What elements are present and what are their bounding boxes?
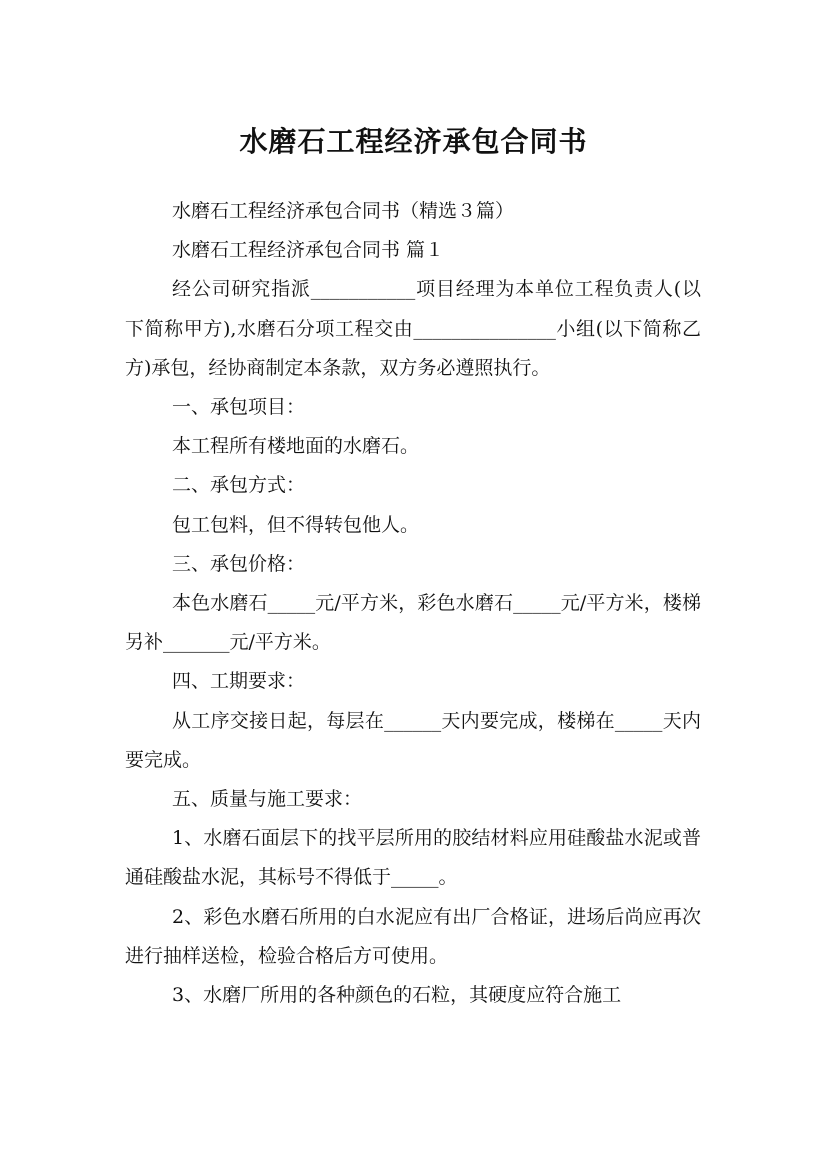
paragraph-scope: 本工程所有楼地面的水磨石。 — [172, 435, 420, 458]
paragraph-heading-price: 三、承包价格： — [172, 552, 306, 575]
paragraph-heading-quality: 五、质量与施工要求： — [172, 788, 363, 811]
paragraph-heading-scope: 一、承包项目： — [172, 396, 306, 419]
paragraph-section-heading: 水磨石工程经济承包合同书 篇１ — [172, 239, 445, 262]
paragraph-heading-method: 二、承包方式： — [172, 474, 306, 497]
document-body — [125, 192, 701, 1015]
paragraph-intro: 经公司研究指派___________项目经理为本单位工程负责人(以下简称甲方),水磨石分项工程交由_______________小组(以下简称乙方)承包，经协商制定本条款，双方务必遵照执行。 — [125, 278, 701, 379]
paragraph-quality-3: 3、水磨厂所用的各种颜色的石粒，其硬度应符合施工 — [172, 984, 622, 1007]
paragraph-method: 包工包料，但不得转包他人。 — [172, 513, 420, 536]
paragraph-heading-schedule: 四、工期要求： — [172, 670, 306, 693]
paragraph-quality-1: 1、水磨石面层下的找平层所用的胶结材料应用硅酸盐水泥或普通硅酸盐水泥，其标号不得低于_____。 — [125, 827, 701, 889]
paragraph-subtitle: 水磨石工程经济承包合同书（精选３篇） — [172, 200, 515, 222]
paragraph-price: 本色水磨石_____元/平方米，彩色水磨石_____元/平方米，楼梯另补_______元/平方米。 — [125, 592, 701, 654]
paragraph-quality-2: 2、彩色水磨石所用的白水泥应有出厂合格证，进场后尚应再次进行抽样送检，检验合格后方可使用。 — [125, 905, 701, 967]
document-title: 水磨石工程经济承包合同书 — [239, 124, 588, 158]
paragraph-schedule: 从工序交接日起，每层在______天内要完成，楼梯在_____天内要完成。 — [125, 709, 701, 771]
